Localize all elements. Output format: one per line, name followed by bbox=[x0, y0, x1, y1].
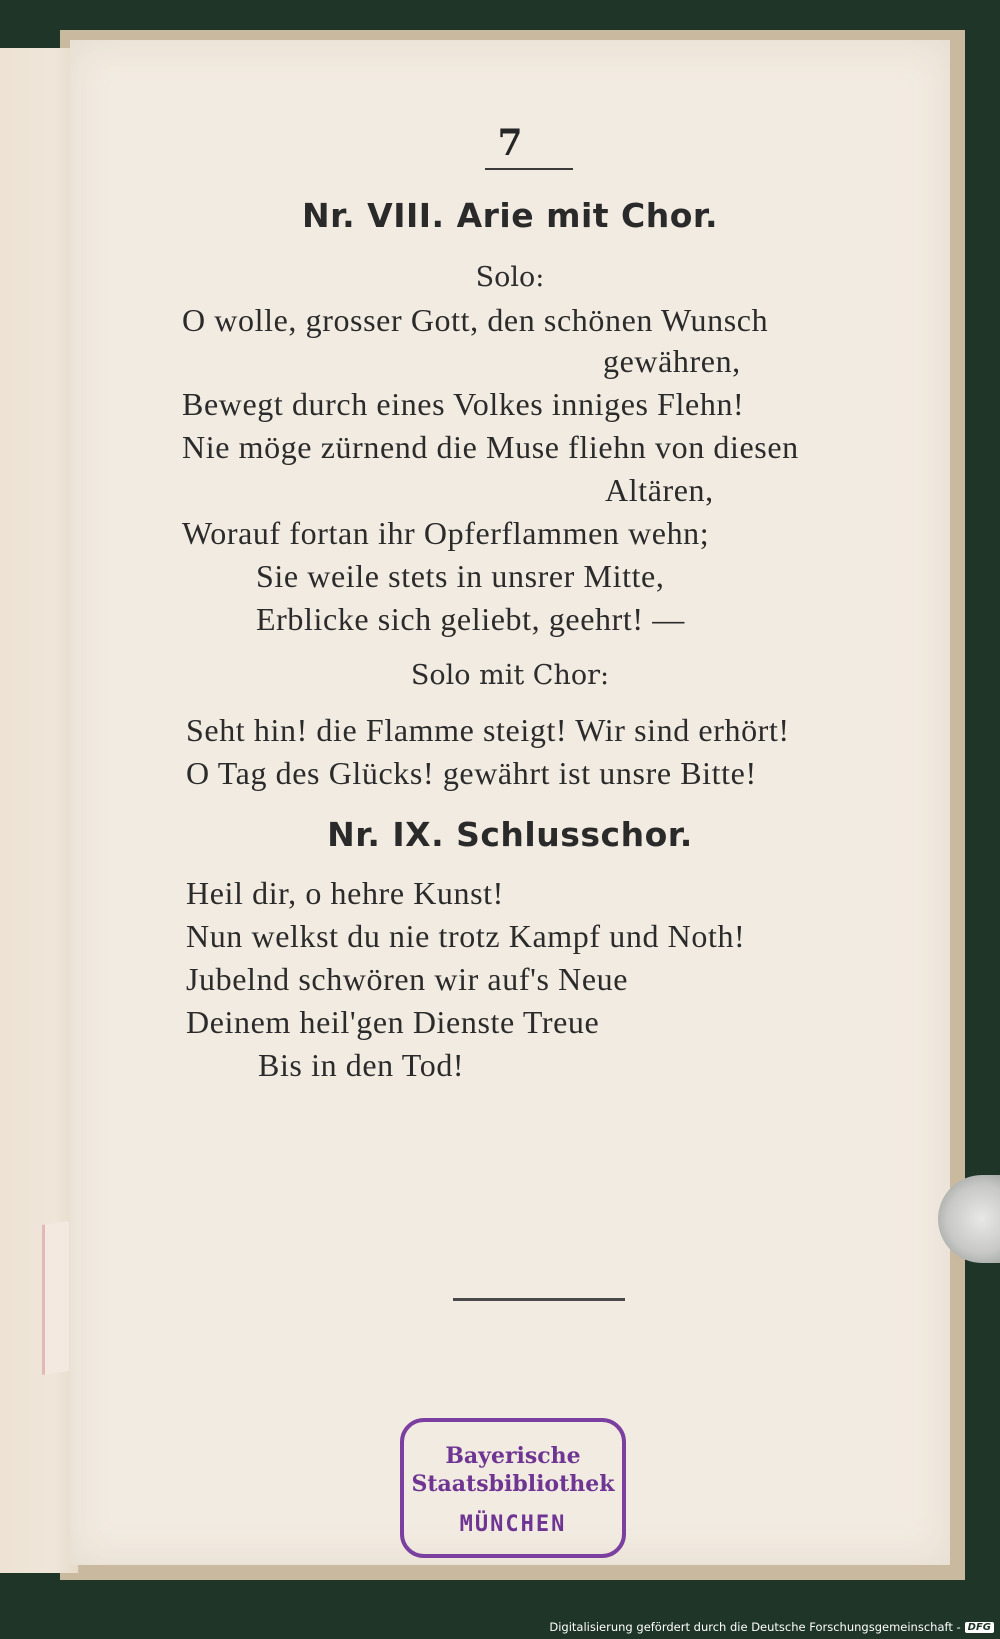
verse-line: Altären, bbox=[605, 472, 714, 508]
solo-chor-label: Solo mit Chor: bbox=[410, 660, 610, 691]
stamp-line: Bayerische bbox=[445, 1443, 581, 1469]
section-heading-ix: Nr. IX. Schlusschor. bbox=[327, 815, 693, 854]
verse-line: Bis in den Tod! bbox=[258, 1047, 465, 1083]
stamp-line: MÜNCHEN bbox=[459, 1512, 567, 1537]
verse-line: Deinem heil'gen Dienste Treue bbox=[186, 1004, 600, 1040]
footer-text: Digitalisierung gefördert durch die Deutsche Forschungsgemeinschaft - bbox=[549, 1620, 961, 1634]
library-stamp bbox=[400, 1418, 626, 1558]
verse-line: Nie möge zürnend die Muse fliehn von diesen bbox=[182, 429, 799, 465]
verse-line: Worauf fortan ihr Opferflammen wehn; bbox=[182, 515, 710, 551]
verse-line: Seht hin! die Flamme steigt! Wir sind erhört! bbox=[186, 712, 790, 748]
left-page-edge bbox=[0, 48, 79, 1573]
verse-line: Bewegt durch eines Volkes inniges Flehn! bbox=[182, 386, 745, 422]
stamp-line: Staatsbibliothek bbox=[411, 1471, 615, 1497]
footer-credit bbox=[549, 1617, 994, 1637]
verse-line: Nun welkst du nie trotz Kampf und Noth! bbox=[186, 918, 746, 954]
end-rule bbox=[453, 1298, 625, 1301]
verse-line: Erblicke sich geliebt, geehrt! — bbox=[256, 601, 685, 637]
header-rule bbox=[485, 168, 573, 170]
paper-tab bbox=[42, 1221, 69, 1375]
section-heading-viii: Nr. VIII. Arie mit Chor. bbox=[301, 196, 719, 235]
book-page bbox=[70, 40, 950, 1565]
dfg-logo-icon: DFG bbox=[965, 1622, 994, 1633]
verse-line: Sie weile stets in unsrer Mitte, bbox=[256, 558, 665, 594]
verse-line: O Tag des Glücks! gewährt ist unsre Bitte! bbox=[186, 755, 757, 791]
verse-line: Heil dir, o hehre Kunst! bbox=[186, 875, 504, 911]
solo-label: Solo: bbox=[475, 262, 545, 293]
page-number: 7 bbox=[497, 122, 523, 164]
verse-line: Jubelnd schwören wir auf's Neue bbox=[186, 961, 629, 997]
verse-line: O wolle, grosser Gott, den schönen Wunsch bbox=[182, 302, 769, 338]
verse-line: gewähren, bbox=[603, 343, 741, 379]
